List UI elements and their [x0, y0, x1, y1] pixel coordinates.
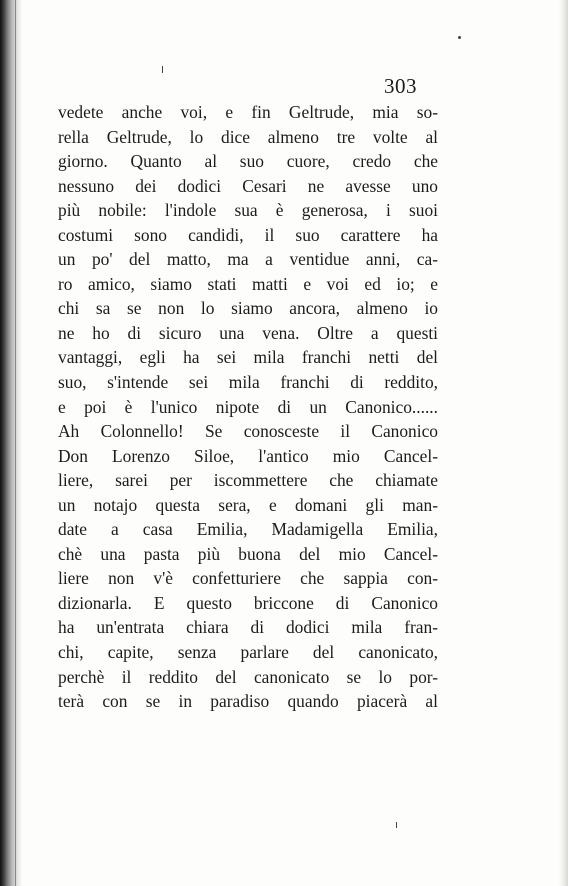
text-line: e poi è l'unico nipote di un Canonico...... — [58, 396, 438, 417]
text-line: liere, sarei per iscommettere che chiamate — [58, 470, 438, 491]
text-line: vantaggi, egli ha sei mila franchi netti del — [58, 347, 438, 368]
text-line: Don Lorenzo Siloe, l'antico mio Cancel- — [58, 445, 438, 466]
text-line: vedete anche voi, e fin Geltrude, mia so- — [58, 102, 438, 122]
text-line: liere non v'è confetturiere che sappia con- — [58, 568, 438, 589]
text-line: costumi sono candidi, il suo carattere ha — [58, 224, 438, 245]
text-line: nessuno dei dodici Cesari ne avesse uno — [58, 175, 438, 196]
text-line: più nobile: l'indole sua è generosa, i suoi — [58, 200, 438, 221]
page-right-edge — [558, 0, 568, 886]
paper-speck — [396, 822, 397, 828]
text-line: giorno. Quanto al suo cuore, credo che — [58, 151, 438, 172]
text-line: chè una pasta più buona del mio Cancel- — [58, 543, 438, 564]
text-line: rella Geltrude, lo dice almeno tre volte al — [58, 126, 438, 147]
text-line: chi, capite, senza parlare del canonicato, — [58, 642, 438, 663]
text-line: ne ho di sicuro una vena. Oltre a questi — [58, 322, 438, 343]
page-binding-shadow — [0, 0, 22, 886]
page-binding-line — [15, 0, 16, 886]
text-line: ha un'entrata chiara di dodici mila fran- — [58, 617, 438, 638]
text-line: perchè il reddito del canonicato se lo por- — [58, 666, 438, 687]
body-text — [58, 100, 438, 714]
text-line: ro amico, siamo stati matti e voi ed io; e — [58, 273, 438, 294]
text-line: suo, s'intende sei mila franchi di reddito, — [58, 372, 438, 393]
text-line: un po' del matto, ma a ventidue anni, ca- — [58, 249, 438, 270]
text-line: date a casa Emilia, Madamigella Emilia, — [58, 519, 438, 540]
text-line: terà con se in paradiso quando piacerà al — [58, 691, 438, 712]
text-line: dizionarla. E questo briccone di Canonico — [58, 592, 438, 613]
paper-speck — [458, 36, 461, 39]
text-line: chi sa se non lo siamo ancora, almeno io — [58, 298, 438, 319]
text-line: Ah Colonnello! Se conosceste il Canonico — [58, 421, 438, 442]
text-line: un notajo questa sera, e domani gli man- — [58, 494, 438, 515]
paper-speck — [162, 66, 163, 73]
page-number: 303 — [384, 74, 417, 98]
